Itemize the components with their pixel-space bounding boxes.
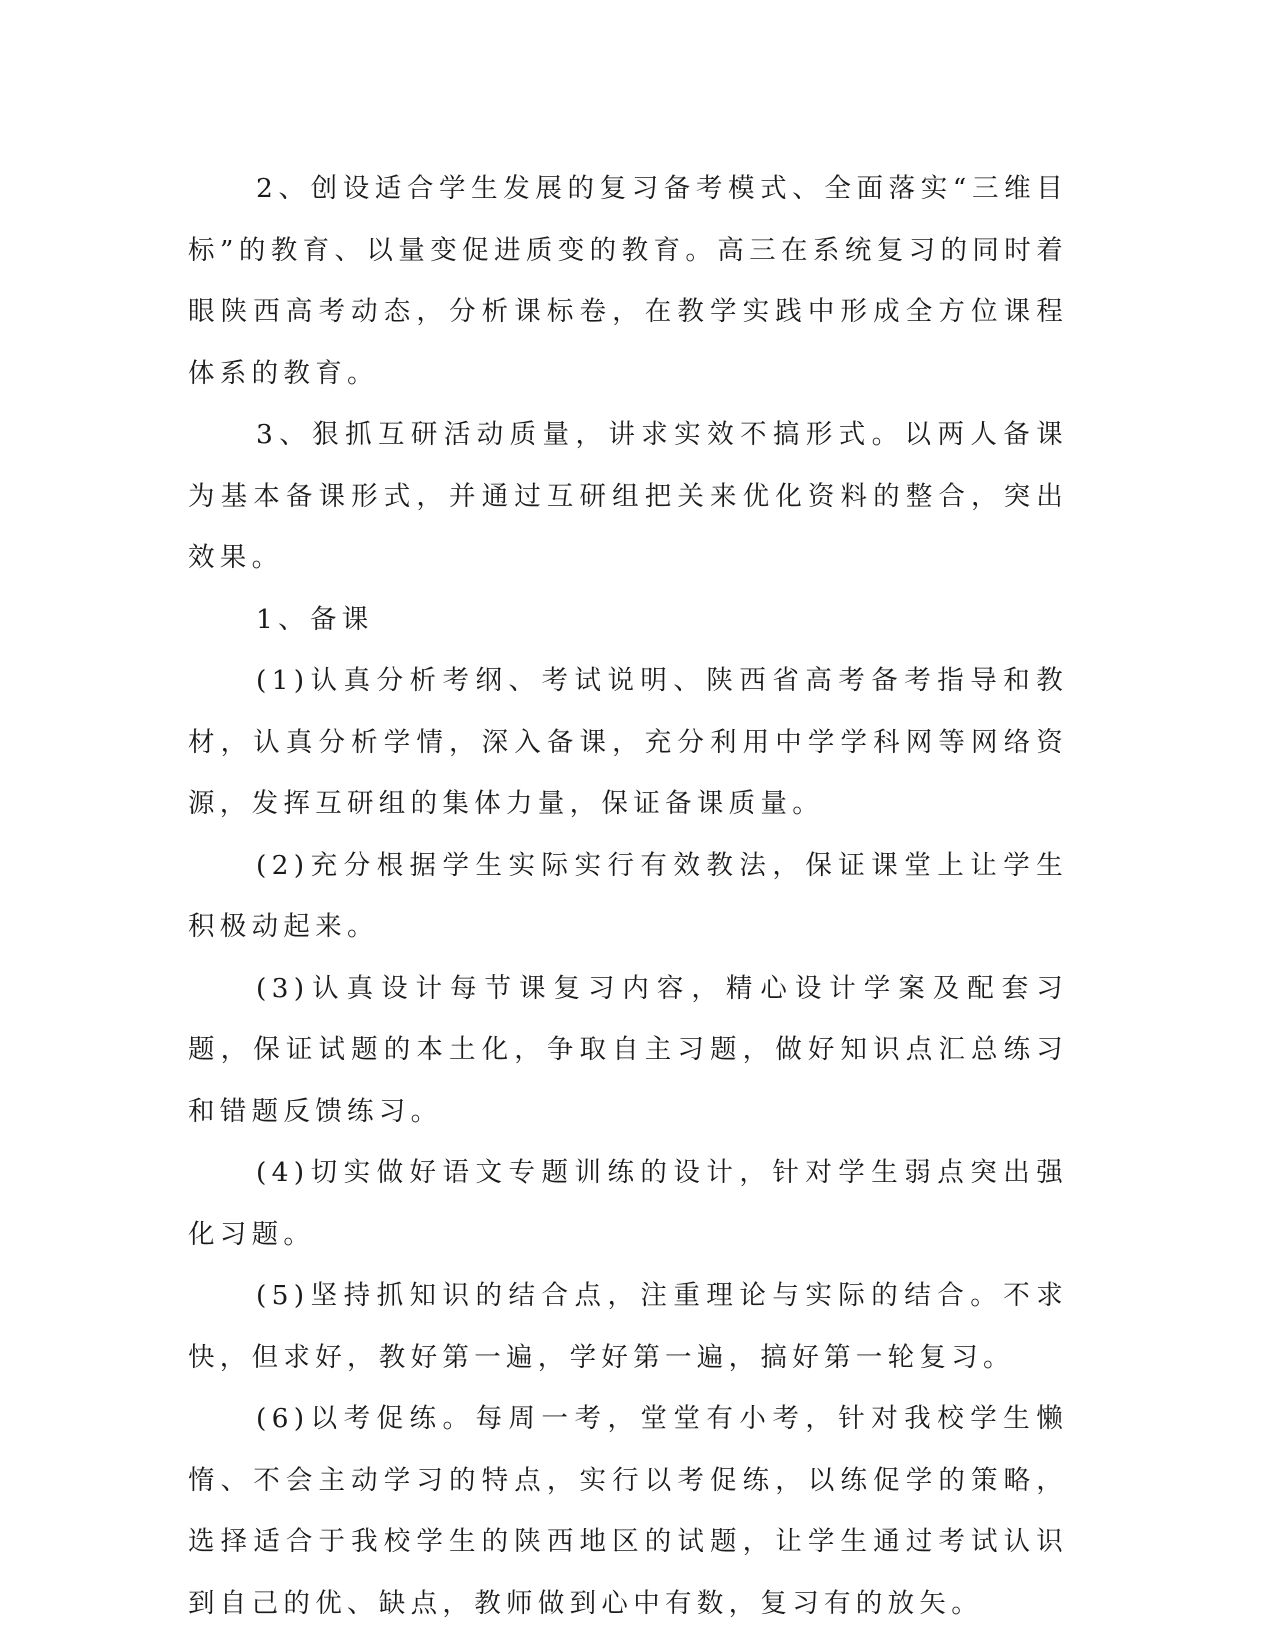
list-item-1: (1)认真分析考纲、考试说明、陕西省高考备考指导和教材，认真分析学情，深入备课，充分利用中学学科网等网络资源，发挥互研组的集体力量，保证备课质量。: [188, 665, 1068, 819]
list-item-3: (3)认真设计每节课复习内容，精心设计学案及配套习题，保证试题的本土化，争取自主习题，做好知识点汇总练习和错题反馈练习。: [188, 972, 1068, 1127]
list-item-4: (4)切实做好语文专题训练的设计，针对学生弱点突出强化习题。: [188, 1157, 1068, 1250]
list-item-2: (2)充分根据学生实际实行有效教法，保证课堂上让学生积极动起来。: [188, 849, 1068, 942]
paragraph-research-quality: 3、狠抓互研活动质量，讲求实效不搞形式。以两人备课为基本备课形式，并通过互研组把关来优化资料的整合，突出效果。: [188, 419, 1068, 573]
document-body: [188, 158, 1068, 1634]
list-item-5: (5)坚持抓知识的结合点，注重理论与实际的结合。不求快，但求好，教好第一遍，学好第一遍，搞好第一轮复习。: [188, 1280, 1068, 1373]
list-item-6: (6)以考促练。每周一考，堂堂有小考，针对我校学生懒惰、不会主动学习的特点，实行以考促练，以练促学的策略，选择适合于我校学生的陕西地区的试题，让学生通过考试认识到自己的优、缺点，教师做到心中有数，复习有的放矢。: [188, 1403, 1068, 1619]
heading-lesson-prep: 1、备课: [256, 603, 374, 635]
paragraph-model-building: 2、创设适合学生发展的复习备考模式、全面落实“三维目标”的教育、以量变促进质变的教育。高三在系统复习的同时着眼陕西高考动态，分析课标卷，在教学实践中形成全方位课程体系的教育。: [188, 173, 1068, 389]
